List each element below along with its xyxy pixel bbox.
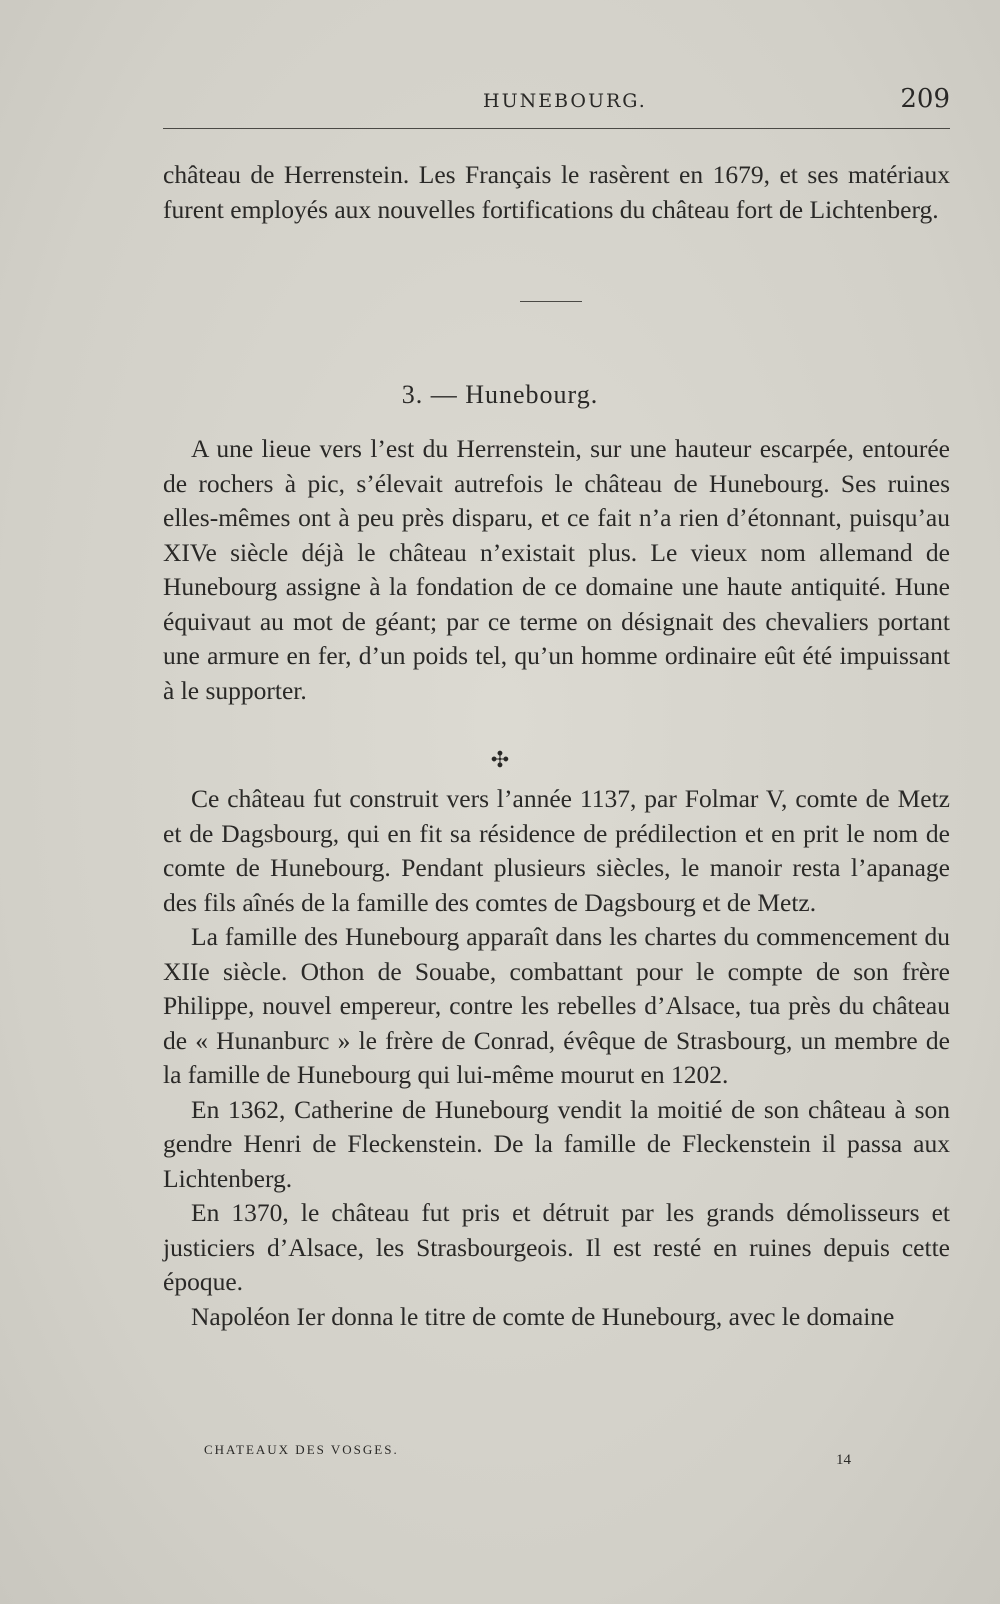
running-title: HUNEBOURG.	[483, 90, 647, 112]
paragraph-5: En 1370, le château fut pris et détruit par les grands démolisseurs et justiciers d’Alsace, les Strasbourgeois. Il est resté en ruines depuis cette époque.	[163, 1198, 950, 1296]
paragraph-4: En 1362, Catherine de Hunebourg vendit la moitié de son château à son gendre Henri de Fleckenstein. De la famille de Fleckenstein il passa aux Lichtenberg.	[163, 1094, 950, 1193]
paragraph-2: Ce château fut construit vers l’année 1137, par Folmar V, comte de Metz et de Dagsbourg, qui en fit sa résidence de prédilection et en prit le nom de comte de Hunebourg. Pendant plusieurs siècles, le manoir resta l’apanage des fils aînés de la famille des comtes de Dagsbourg et de Metz.	[163, 784, 950, 917]
paragraph-3: La famille des Hunebourg apparaît dans les chartes du commencement du XIIe siècle. Othon de Souabe, combattant pour le compte de son frère Philippe, nouvel empereur, contre les rebelles d’Alsace, tua près du château de « Hunanburc » le frère de Conrad, évêque de Strasbourg, un membre de la famille de Hunebourg qui lui-même mourut en 1202.	[163, 922, 950, 1089]
section-heading: 3. — Hunebourg.	[401, 380, 599, 409]
signature-mark: CHATEAUX DES VOSGES.	[204, 1442, 399, 1457]
running-head	[163, 84, 950, 120]
page-number: 209	[900, 84, 950, 114]
header-rule	[163, 128, 950, 129]
fleuron-ornament: ✣	[490, 748, 510, 773]
section-divider	[520, 301, 582, 302]
paragraph-6: Napoléon Ier donna le titre de comte de Hunebourg, avec le domaine	[191, 1301, 895, 1331]
paragraph-block-2	[163, 782, 950, 1334]
paragraph-1: A une lieue vers l’est du Herrenstein, sur une hauteur escarpée, entourée de rochers à pic, s’élevait autrefois le château de Hunebourg. Ses ruines elles-mêmes ont à peu près disparu, et ce fait n’a rien d’étonnant, puisqu’au XIVe siècle déjà le château n’existait plus. Le vieux nom allemand de Hunebourg assigne à la fondation de ce domaine une haute antiquité. Hune équivaut au mot de géant; par ce terme on désignait des chevaliers portant une armure en fer, d’un poids tel, qu’un homme ordinaire eût été impuissant à le supporter.	[163, 434, 950, 705]
paragraph-block-1	[163, 432, 950, 708]
gathering-number: 14	[836, 1452, 851, 1468]
paragraph-intro: château de Herrenstein. Les Français le rasèrent en 1679, et ses matériaux furent employés aux nouvelles fortifications du château fort de Lichtenberg.	[163, 160, 950, 224]
intro-paragraph-block	[163, 158, 950, 227]
